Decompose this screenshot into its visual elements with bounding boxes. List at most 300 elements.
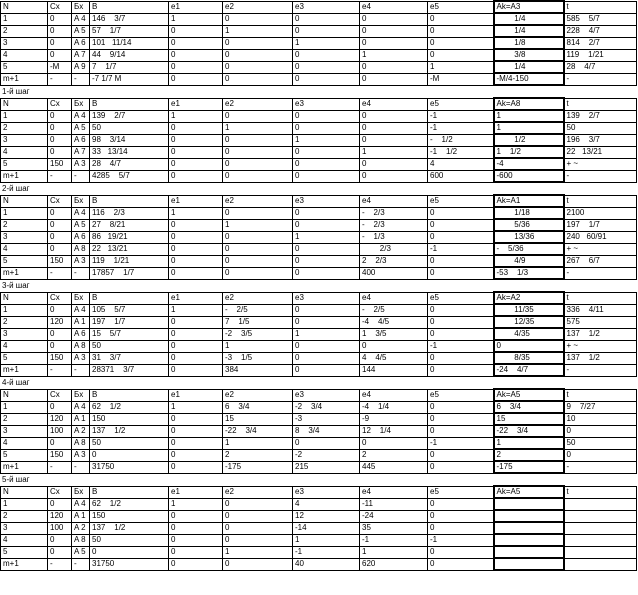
table-cell: 1	[169, 110, 223, 122]
table-cell: 2	[1, 122, 48, 134]
table-cell: 0	[360, 61, 428, 73]
table-cell: 0	[169, 219, 223, 231]
header-cell: Cx	[48, 1, 72, 13]
table-cell: 86 19/21	[90, 231, 169, 243]
table-cell: 5/36	[494, 219, 564, 231]
table-cell: 137 1/2	[564, 352, 637, 364]
table-cell: 0	[293, 146, 360, 158]
header-cell: e4	[360, 195, 428, 207]
header-cell: e4	[360, 389, 428, 401]
table-cell: 0	[293, 267, 360, 279]
table-cell: 197 1/7	[90, 316, 169, 328]
table-cell: 2 2/3	[360, 255, 428, 267]
header-cell: Бx	[72, 1, 90, 13]
table-row	[1, 37, 637, 49]
header-cell: e1	[169, 1, 223, 13]
table-cell: 267 6/7	[564, 255, 637, 267]
table-cell: 445	[360, 461, 428, 473]
table-cell: 0	[223, 498, 293, 510]
header-cell: e5	[428, 98, 494, 110]
table-cell: -1 1/2	[428, 146, 494, 158]
header-cell: Cx	[48, 486, 72, 498]
table-cell: 2	[360, 449, 428, 461]
table-cell: A 4	[72, 207, 90, 219]
table-cell: -	[48, 558, 72, 570]
table-cell: 228 4/7	[564, 25, 637, 37]
header-cell: e2	[223, 195, 293, 207]
header-cell: B	[90, 195, 169, 207]
table-cell: 4	[1, 146, 48, 158]
simplex-table	[0, 485, 637, 571]
table-cell: 2	[1, 25, 48, 37]
table-cell: - 1/3	[360, 231, 428, 243]
header-cell: e3	[293, 195, 360, 207]
table-cell: 0	[293, 207, 360, 219]
table-cell: -	[48, 461, 72, 473]
table-cell: 1	[293, 134, 360, 146]
table-cell: -2 3/5	[223, 328, 293, 340]
table-cell: -4	[494, 158, 564, 170]
table-cell: 0	[223, 37, 293, 49]
table-cell: 0	[360, 37, 428, 49]
table-cell: 105 5/7	[90, 304, 169, 316]
table-cell: 0	[360, 25, 428, 37]
table-cell: 0	[428, 449, 494, 461]
table-cell: A 7	[72, 146, 90, 158]
header-cell: Бx	[72, 292, 90, 304]
table-cell: 0	[428, 558, 494, 570]
table-cell: 3	[1, 522, 48, 534]
header-cell: e5	[428, 195, 494, 207]
table-cell: 0	[223, 158, 293, 170]
table-cell: 0	[293, 158, 360, 170]
table-row	[1, 558, 637, 570]
table-row	[1, 158, 637, 170]
table-cell: 5	[1, 61, 48, 73]
table-cell: 12/35	[494, 316, 564, 328]
table-cell: 0	[169, 49, 223, 61]
table-cell: 4	[428, 158, 494, 170]
table-cell: 197 1/7	[564, 219, 637, 231]
table-cell: 5	[1, 352, 48, 364]
header-cell: N	[1, 389, 48, 401]
table-cell: -	[72, 267, 90, 279]
table-cell: + ~	[564, 158, 637, 170]
table-cell: 0	[293, 304, 360, 316]
table-row	[1, 73, 637, 85]
table-cell: A 3	[72, 255, 90, 267]
table-cell	[494, 498, 564, 510]
table-cell: 0	[90, 449, 169, 461]
table-cell: -4 1/4	[360, 401, 428, 413]
table-cell: 1	[1, 304, 48, 316]
table-cell: 50	[90, 534, 169, 546]
table-cell: 0	[428, 498, 494, 510]
header-cell: Ak=A1	[494, 195, 564, 207]
table-cell: -22 3/4	[223, 425, 293, 437]
table-cell: 1 1/2	[494, 146, 564, 158]
table-cell: 0	[169, 231, 223, 243]
table-row	[1, 510, 637, 522]
table-cell: 1	[223, 340, 293, 352]
table-row	[1, 437, 637, 449]
table-cell: 0	[48, 37, 72, 49]
table-cell: 0	[169, 255, 223, 267]
table-cell: 5	[1, 158, 48, 170]
table-cell: 1 3/5	[360, 328, 428, 340]
table-cell: 150	[48, 449, 72, 461]
table-cell: 0	[223, 146, 293, 158]
step-label: 2-й шаг	[2, 184, 30, 193]
table-cell: 15	[223, 413, 293, 425]
table-cell: 2	[1, 219, 48, 231]
table-row	[1, 413, 637, 425]
header-row	[1, 195, 637, 207]
table-cell: 1	[360, 49, 428, 61]
table-cell: 9 7/27	[564, 401, 637, 413]
table-cell: 0	[169, 170, 223, 182]
simplex-table	[0, 0, 637, 86]
table-cell: 3	[1, 134, 48, 146]
table-cell: 22 13/21	[564, 146, 637, 158]
table-cell: A 3	[72, 449, 90, 461]
table-cell: + ~	[564, 340, 637, 352]
table-cell: 5	[1, 255, 48, 267]
table-cell: 116 2/3	[90, 207, 169, 219]
table-cell: 4 4/5	[360, 352, 428, 364]
header-cell: N	[1, 98, 48, 110]
table-cell: A 1	[72, 510, 90, 522]
header-cell: e2	[223, 1, 293, 13]
table-cell: 0	[48, 122, 72, 134]
table-cell	[494, 558, 564, 570]
table-cell: 1	[169, 207, 223, 219]
header-cell: e4	[360, 1, 428, 13]
table-cell: 0	[293, 340, 360, 352]
table-cell: 600	[428, 170, 494, 182]
table-cell: 4	[1, 49, 48, 61]
table-cell: 1	[223, 546, 293, 558]
table-cell: 0	[223, 13, 293, 25]
header-cell: e3	[293, 98, 360, 110]
table-cell: 101 11/14	[90, 37, 169, 49]
table-cell: 0	[169, 134, 223, 146]
table-cell: 0	[293, 364, 360, 376]
table-cell: 0	[293, 110, 360, 122]
table-cell: 0	[169, 522, 223, 534]
table-cell: 0	[428, 364, 494, 376]
table-cell: A 4	[72, 110, 90, 122]
table-cell: 0	[293, 316, 360, 328]
header-cell: e2	[223, 486, 293, 498]
table-cell: 28371 3/7	[90, 364, 169, 376]
table-cell: 0	[223, 73, 293, 85]
table-cell: 137 1/2	[564, 328, 637, 340]
table-cell: 146 3/7	[90, 13, 169, 25]
table-cell: A 3	[72, 352, 90, 364]
table-cell: 0	[48, 498, 72, 510]
table-row	[1, 522, 637, 534]
table-cell	[564, 510, 637, 522]
header-cell: Cx	[48, 195, 72, 207]
header-cell: N	[1, 195, 48, 207]
table-cell: 0	[169, 534, 223, 546]
table-cell: 0	[428, 219, 494, 231]
table-cell: 15 5/7	[90, 328, 169, 340]
table-cell: 0	[293, 61, 360, 73]
header-cell: e1	[169, 195, 223, 207]
table-cell: 1	[360, 146, 428, 158]
table-cell: 0	[360, 158, 428, 170]
table-cell: 0	[293, 352, 360, 364]
table-cell: 0	[428, 304, 494, 316]
table-row	[1, 328, 637, 340]
header-cell: e4	[360, 98, 428, 110]
table-cell: 0	[360, 73, 428, 85]
table-cell: A 1	[72, 413, 90, 425]
table-cell: -3 1/5	[223, 352, 293, 364]
table-cell: 0	[48, 207, 72, 219]
table-cell: -	[72, 73, 90, 85]
table-cell: 1/8	[494, 37, 564, 49]
table-cell: -11	[360, 498, 428, 510]
table-cell: 1	[223, 437, 293, 449]
table-cell: 13/36	[494, 231, 564, 243]
table-cell: 15	[494, 413, 564, 425]
table-cell: 0	[494, 340, 564, 352]
table-cell: 575	[564, 316, 637, 328]
table-cell: -	[564, 73, 637, 85]
table-cell	[494, 510, 564, 522]
table-cell: 0	[428, 425, 494, 437]
table-cell: A 8	[72, 437, 90, 449]
table-cell: 2/3	[360, 243, 428, 255]
table-cell: 7 1/5	[223, 316, 293, 328]
table-cell: A 4	[72, 304, 90, 316]
table-cell: 0	[169, 25, 223, 37]
table-cell: -M	[428, 73, 494, 85]
table-cell: A 2	[72, 522, 90, 534]
header-cell: N	[1, 1, 48, 13]
table-cell: 0	[48, 304, 72, 316]
table-cell: -	[48, 267, 72, 279]
table-cell: 0	[169, 340, 223, 352]
table-cell: 0	[48, 110, 72, 122]
table-cell: 0	[169, 73, 223, 85]
header-cell: Бx	[72, 389, 90, 401]
table-cell: 6 3/4	[494, 401, 564, 413]
header-cell: Ak=A5	[494, 486, 564, 498]
table-cell: 1	[360, 546, 428, 558]
table-cell: 1	[169, 13, 223, 25]
table-cell: 137 1/2	[90, 522, 169, 534]
table-cell: A 6	[72, 231, 90, 243]
table-cell: - 5/36	[494, 243, 564, 255]
table-cell: 17857 1/7	[90, 267, 169, 279]
table-cell: 31750	[90, 558, 169, 570]
table-cell: 150	[48, 158, 72, 170]
header-row	[1, 98, 637, 110]
header-cell: e3	[293, 389, 360, 401]
table-cell: 1	[223, 122, 293, 134]
table-cell: 120	[48, 316, 72, 328]
table-cell: 5	[1, 546, 48, 558]
table-cell: 0	[428, 37, 494, 49]
table-cell: A 4	[72, 498, 90, 510]
table-cell: 1	[223, 219, 293, 231]
table-cell: 1	[1, 13, 48, 25]
header-row	[1, 389, 637, 401]
table-cell: 28 4/7	[90, 158, 169, 170]
table-cell: 0	[169, 267, 223, 279]
table-row	[1, 461, 637, 473]
simplex-table	[0, 194, 637, 280]
table-cell: 0	[223, 534, 293, 546]
table-cell: 2	[1, 510, 48, 522]
table-cell: 1	[169, 401, 223, 413]
table-cell: 120	[48, 510, 72, 522]
table-cell: 1	[494, 122, 564, 134]
header-cell: Бx	[72, 195, 90, 207]
table-cell: - 2/5	[360, 304, 428, 316]
header-cell: Cx	[48, 389, 72, 401]
table-cell: 1	[428, 61, 494, 73]
table-cell: 0	[169, 316, 223, 328]
table-cell: 620	[360, 558, 428, 570]
header-cell: N	[1, 292, 48, 304]
header-cell: e3	[293, 486, 360, 498]
table-cell: 0	[223, 61, 293, 73]
table-cell: 0	[169, 558, 223, 570]
table-cell: 0	[293, 243, 360, 255]
table-cell: 0	[428, 207, 494, 219]
table-cell: 150	[48, 352, 72, 364]
table-cell: -24 4/7	[494, 364, 564, 376]
table-cell: 139 2/7	[564, 110, 637, 122]
table-row	[1, 449, 637, 461]
table-cell: 196 3/7	[564, 134, 637, 146]
table-cell: 0	[223, 255, 293, 267]
table-cell: 0	[169, 461, 223, 473]
table-cell: 0	[428, 231, 494, 243]
table-cell: -	[564, 170, 637, 182]
header-cell: B	[90, 486, 169, 498]
table-cell: 0	[564, 449, 637, 461]
table-cell: 44 9/14	[90, 49, 169, 61]
table-cell: 0	[169, 510, 223, 522]
table-cell: -1	[360, 534, 428, 546]
table-cell: 2	[494, 449, 564, 461]
table-cell: 100	[48, 522, 72, 534]
table-cell: A 5	[72, 25, 90, 37]
table-cell: 3	[1, 231, 48, 243]
table-cell: 4	[1, 340, 48, 352]
table-cell: 33 13/14	[90, 146, 169, 158]
table-cell: 240 60/91	[564, 231, 637, 243]
table-cell: -	[48, 73, 72, 85]
table-cell: -2 3/4	[293, 401, 360, 413]
table-cell: 150	[48, 255, 72, 267]
table-row	[1, 304, 637, 316]
table-cell: 0	[48, 534, 72, 546]
table-cell: 0	[48, 401, 72, 413]
step-label: 5-й шаг	[2, 475, 30, 484]
table-row	[1, 13, 637, 25]
table-cell: 0	[223, 558, 293, 570]
header-cell: e2	[223, 389, 293, 401]
table-cell: -	[48, 364, 72, 376]
table-cell: 0	[223, 170, 293, 182]
table-cell: 0	[428, 255, 494, 267]
table-cell: m+1	[1, 170, 48, 182]
table-cell: 57 1/7	[90, 25, 169, 37]
table-cell: 585 5/7	[564, 13, 637, 25]
table-cell: 6 3/4	[223, 401, 293, 413]
table-cell: 119 1/21	[90, 255, 169, 267]
table-cell: 0	[48, 25, 72, 37]
table-cell: 0	[428, 49, 494, 61]
table-cell: 0	[223, 207, 293, 219]
table-cell: 0	[428, 413, 494, 425]
table-cell	[564, 558, 637, 570]
table-cell: 0	[360, 170, 428, 182]
header-cell: e5	[428, 389, 494, 401]
table-cell: 40	[293, 558, 360, 570]
table-row	[1, 546, 637, 558]
header-cell: B	[90, 292, 169, 304]
simplex-table	[0, 388, 637, 474]
table-cell: 0	[48, 146, 72, 158]
header-cell: e3	[293, 292, 360, 304]
header-cell: Cx	[48, 98, 72, 110]
table-row	[1, 170, 637, 182]
table-cell: 1/4	[494, 25, 564, 37]
table-cell: 100	[48, 425, 72, 437]
table-cell: 3	[1, 425, 48, 437]
table-row	[1, 146, 637, 158]
table-cell: 0	[360, 122, 428, 134]
table-cell: 4	[1, 437, 48, 449]
header-cell: e1	[169, 292, 223, 304]
table-cell: 50	[90, 437, 169, 449]
table-cell: -1	[293, 546, 360, 558]
header-cell: t	[564, 98, 637, 110]
table-cell: 4	[293, 498, 360, 510]
table-cell: -9	[360, 413, 428, 425]
table-cell: 0	[428, 510, 494, 522]
table-cell: 50	[90, 122, 169, 134]
table-cell: 35	[360, 522, 428, 534]
table-cell: 8 3/4	[293, 425, 360, 437]
simplex-table	[0, 97, 637, 183]
table-cell: 50	[564, 437, 637, 449]
table-cell: -	[564, 267, 637, 279]
simplex-table	[0, 291, 637, 377]
header-cell: Бx	[72, 98, 90, 110]
table-cell: 3	[1, 37, 48, 49]
table-cell: 400	[360, 267, 428, 279]
table-cell: 0	[223, 510, 293, 522]
table-row	[1, 316, 637, 328]
header-cell: e2	[223, 98, 293, 110]
table-cell: 1	[169, 498, 223, 510]
table-cell: -1	[428, 243, 494, 255]
table-cell: 50	[564, 122, 637, 134]
table-row	[1, 340, 637, 352]
table-row	[1, 110, 637, 122]
header-cell: Ak=A5	[494, 389, 564, 401]
table-cell: 0	[293, 49, 360, 61]
